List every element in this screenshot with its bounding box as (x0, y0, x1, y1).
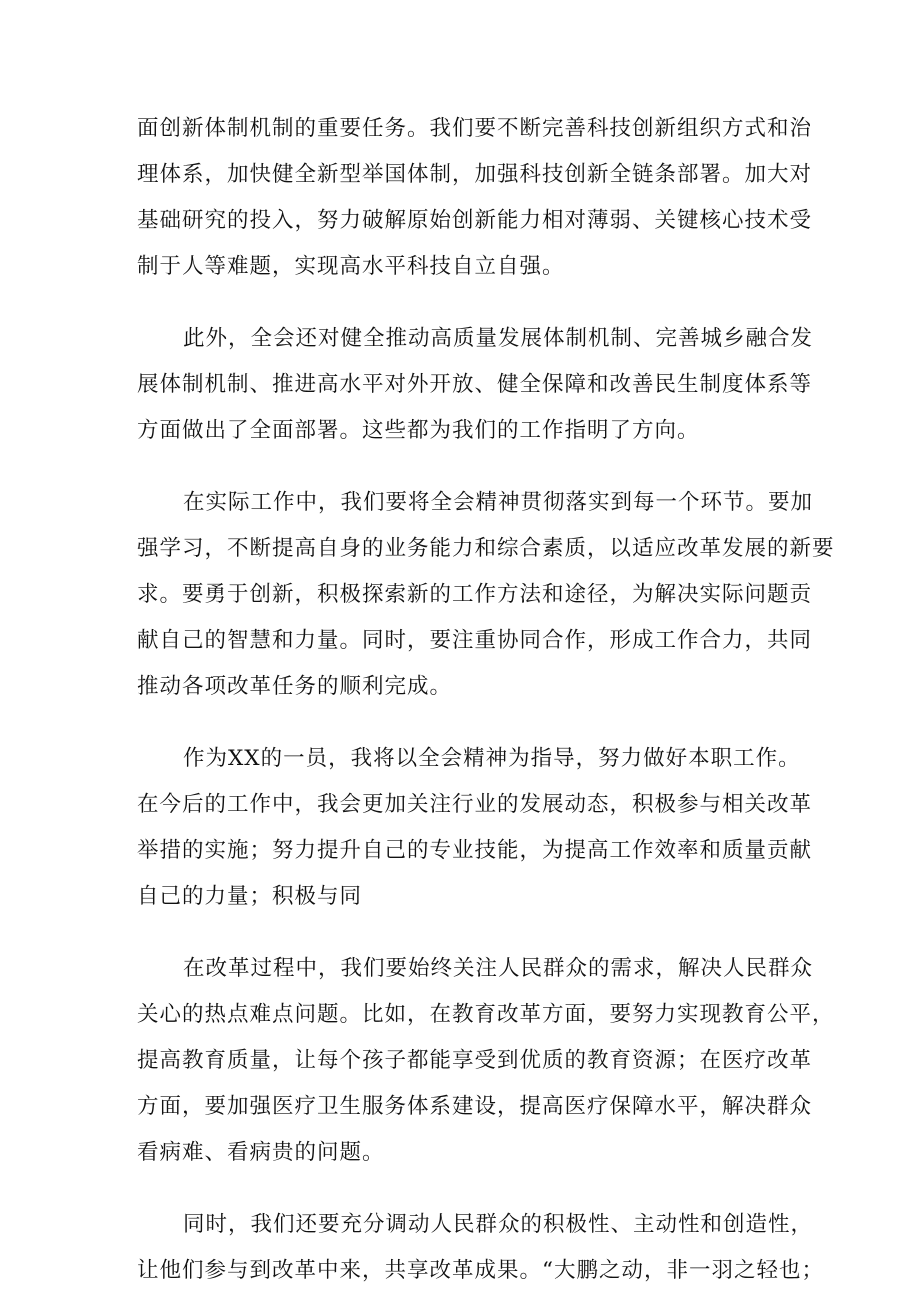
text-line: 基础研究的投入，努力破解原始创新能力相对薄弱、关键核心技术受 (137, 208, 813, 233)
text-line: 推动各项改革任务的顺利完成。 (137, 674, 453, 699)
text-line: 自己的力量；积极与同 (137, 884, 363, 909)
text-line: 同时，我们还要充分调动人民群众的积极性、主动性和创造性， (183, 1212, 814, 1237)
text-line: 让他们参与到改革中来，共享改革成果。“大鹏之动，非一羽之轻也； (137, 1258, 824, 1283)
text-line: 在改革过程中，我们要始终关注人民群众的需求，解决人民群众 (183, 956, 814, 981)
text-line: 献自己的智慧和力量。同时，要注重协同合作，形成工作合力，共同 (137, 628, 813, 653)
paragraph-personal-commitment (137, 736, 813, 920)
text-line: 举措的实施；努力提升自己的专业技能，为提高工作效率和质量贡献 (137, 838, 813, 863)
document-body (137, 106, 835, 1294)
text-line: 展体制机制、推进高水平对外开放、健全保障和改善民生制度体系等 (137, 372, 813, 397)
text-line: 理体系，加快健全新型举国体制，加强科技创新全链条部署。加大对 (137, 162, 813, 187)
text-line: 方面，要加强医疗卫生服务体系建设，提高医疗保障水平，解决群众 (137, 1094, 813, 1119)
text-line: 此外，全会还对健全推动高质量发展体制机制、完善城乡融合发 (183, 326, 814, 351)
text-line: 方面做出了全面部署。这些都为我们的工作指明了方向。 (137, 418, 700, 443)
text-line: 作为XX的一员，我将以全会精神为指导，努力做好本职工作。 (183, 746, 801, 771)
text-line: 制于人等难题，实现高水平科技自立自强。 (137, 254, 565, 279)
paragraph-mobilize-people (137, 1202, 824, 1294)
paragraph-people-needs (137, 946, 835, 1176)
text-line: 关心的热点难点问题。比如，在教育改革方面，要努力实现教育公平， (137, 1002, 835, 1027)
text-line: 提高教育质量，让每个孩子都能享受到优质的教育资源；在医疗改革 (137, 1048, 813, 1073)
text-line: 面创新体制机制的重要任务。我们要不断完善科技创新组织方式和治 (137, 116, 813, 141)
text-line: 在实际工作中，我们要将全会精神贯彻落实到每一个环节。要加 (183, 490, 814, 515)
paragraph-practical-work (137, 480, 835, 710)
text-line: 在今后的工作中，我会更加关注行业的发展动态，积极参与相关改革 (137, 792, 813, 817)
text-line: 求。要勇于创新，积极探索新的工作方法和途径，为解决实际问题贡 (137, 582, 813, 607)
paragraph-deployment (137, 316, 814, 454)
text-line: 强学习，不断提高自身的业务能力和综合素质，以适应改革发展的新要 (137, 536, 835, 561)
paragraph-science-tech (137, 106, 813, 290)
text-line: 看病难、看病贵的问题。 (137, 1140, 385, 1165)
